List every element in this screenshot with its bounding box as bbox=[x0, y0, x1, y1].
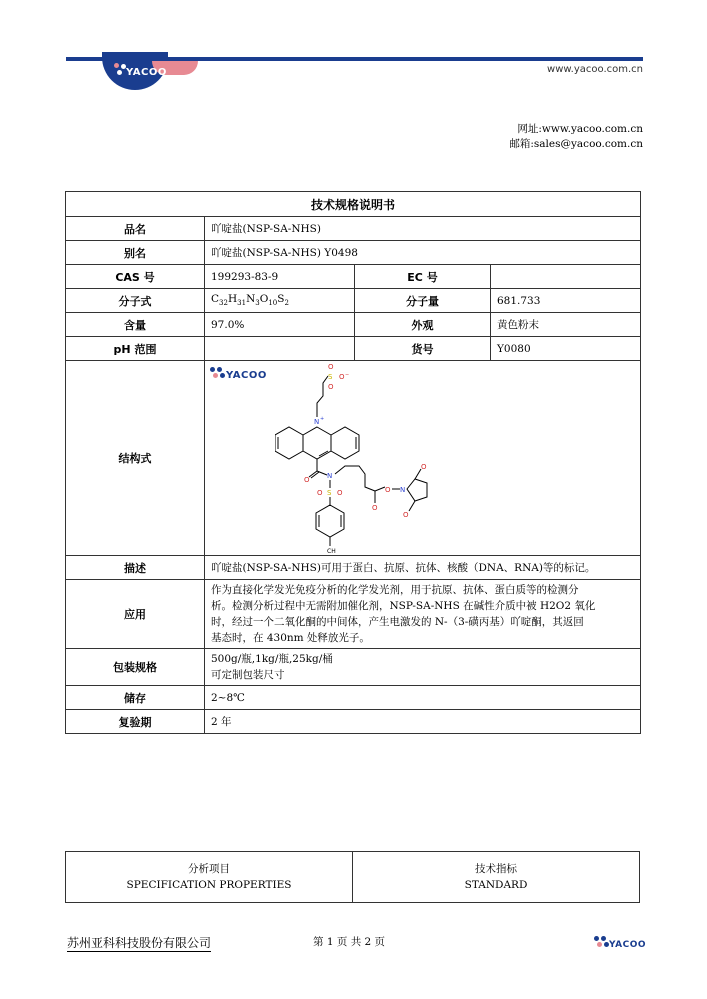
table-row bbox=[66, 686, 641, 710]
footer-company: 苏州亚科科技股份有限公司 bbox=[67, 936, 212, 950]
svg-text:O: O bbox=[421, 463, 427, 471]
app-label: 应用 bbox=[66, 580, 205, 649]
formula-value: $C_{32}H_{31}N_3O_{10}S_2$ bbox=[205, 289, 355, 313]
table-row bbox=[66, 313, 641, 337]
storage-label: 储存 bbox=[66, 686, 205, 710]
logo-dot-icon bbox=[597, 942, 602, 947]
molecule-structure-image bbox=[275, 361, 475, 555]
spec-title: 技术规格说明书 bbox=[66, 192, 641, 217]
alias-value: 吖啶盐(NSP-SA-NHS) Y0498 bbox=[205, 241, 641, 265]
svg-text:+: + bbox=[320, 416, 325, 422]
spec-properties-header bbox=[66, 852, 353, 903]
svg-text:N: N bbox=[400, 486, 406, 494]
table-row bbox=[66, 192, 641, 217]
cas-value: 199293-83-9 bbox=[205, 265, 355, 289]
desc-value: 吖啶盐(NSP-SA-NHS)可用于蛋白、抗原、抗体、核酸（DNA、RNA)等的标记。 bbox=[205, 556, 641, 580]
mw-label: 分子量 bbox=[355, 289, 491, 313]
ec-value bbox=[491, 265, 641, 289]
spec-table bbox=[65, 191, 641, 734]
svg-text:O: O bbox=[372, 504, 378, 512]
formula-label: 分子式 bbox=[66, 289, 205, 313]
svg-text:S: S bbox=[328, 373, 333, 381]
app-line: 基态时，在 430nm 处释放光子。 bbox=[211, 632, 370, 644]
mw-value: 681.733 bbox=[491, 289, 641, 313]
name-value: 吖啶盐(NSP-SA-NHS) bbox=[205, 217, 641, 241]
logo-dot-icon bbox=[594, 936, 599, 941]
svg-text:S: S bbox=[327, 489, 332, 497]
table-row bbox=[66, 265, 641, 289]
footer-logo bbox=[594, 934, 647, 954]
header-website[interactable]: www.yacoo.com.cn bbox=[547, 64, 643, 75]
logo-dot-icon bbox=[117, 70, 122, 75]
alias-label: 别名 bbox=[66, 241, 205, 265]
logo-wordmark: YACOO bbox=[226, 370, 267, 381]
svg-text:−: − bbox=[345, 372, 350, 378]
svg-text:O: O bbox=[304, 476, 310, 484]
app-line: 析。检测分析过程中无需附加催化剂，NSP-SA-NHS 在碱性介质中被 H2O2 氧化 bbox=[211, 600, 596, 612]
structure-label: 结构式 bbox=[66, 361, 205, 556]
ph-value bbox=[205, 337, 355, 361]
storage-value: 2~8℃ bbox=[205, 686, 641, 710]
retest-label: 复验期 bbox=[66, 710, 205, 734]
header-en: STANDARD bbox=[464, 879, 528, 891]
svg-text:O: O bbox=[403, 511, 409, 519]
table-row bbox=[66, 710, 641, 734]
logo-dot-icon bbox=[217, 367, 222, 372]
desc-label: 描述 bbox=[66, 556, 205, 580]
svg-text:N: N bbox=[327, 472, 333, 480]
pack-line: 500g/瓶,1kg/瓶,25kg/桶 bbox=[211, 653, 333, 665]
svg-text:O: O bbox=[317, 489, 323, 497]
ph-label: pH 范围 bbox=[66, 337, 205, 361]
footer-page-number: 第 1 页 共 2 页 bbox=[313, 936, 386, 948]
table-row bbox=[66, 852, 640, 903]
catalog-label: 货号 bbox=[355, 337, 491, 361]
table-row bbox=[66, 217, 641, 241]
svg-text:O: O bbox=[385, 486, 391, 494]
table-row bbox=[66, 556, 641, 580]
header-cn: 分析项目 bbox=[188, 863, 230, 875]
cas-label: CAS 号 bbox=[66, 265, 205, 289]
retest-value: 2 年 bbox=[205, 710, 641, 734]
appearance-label: 外观 bbox=[355, 313, 491, 337]
header-en: SPECIFICATION PROPERTIES bbox=[126, 879, 292, 891]
table-row bbox=[66, 580, 641, 649]
svg-text:N: N bbox=[314, 418, 320, 426]
svg-text:O: O bbox=[339, 373, 345, 381]
logo-dot-icon bbox=[220, 373, 225, 378]
svg-text:CH: CH bbox=[327, 548, 336, 555]
table-row bbox=[66, 241, 641, 265]
logo-dot-icon bbox=[210, 367, 215, 372]
contact-email[interactable]: 邮箱:sales@yacoo.com.cn bbox=[509, 138, 643, 150]
content-label: 含量 bbox=[66, 313, 205, 337]
contact-website[interactable]: 网址:www.yacoo.com.cn bbox=[517, 123, 643, 135]
pack-value bbox=[205, 649, 641, 686]
structure-cell bbox=[205, 361, 641, 556]
table-row bbox=[66, 361, 641, 556]
svg-text:O: O bbox=[328, 363, 334, 371]
app-line: 时，经过一个二氧化酮的中间体，产生电激发的 N-（3-磺丙基）吖啶酮，其返回 bbox=[211, 616, 584, 628]
catalog-value: Y0080 bbox=[491, 337, 641, 361]
ec-label: EC 号 bbox=[355, 265, 491, 289]
structure-watermark-logo bbox=[208, 365, 268, 385]
logo-wordmark: YACOO bbox=[126, 67, 167, 78]
pack-line: 可定制包装尺寸 bbox=[211, 669, 285, 681]
logo-dot-icon bbox=[601, 936, 606, 941]
logo-dot-icon bbox=[213, 373, 218, 378]
app-line: 作为直接化学发光免疫分析的化学发光剂，用于抗原、抗体、蛋白质等的检测分 bbox=[211, 584, 579, 596]
content-value: 97.0% bbox=[205, 313, 355, 337]
name-label: 品名 bbox=[66, 217, 205, 241]
table-row bbox=[66, 337, 641, 361]
header-logo bbox=[112, 62, 168, 82]
header-cn: 技术指标 bbox=[475, 863, 517, 875]
app-value bbox=[205, 580, 641, 649]
standard-header bbox=[353, 852, 640, 903]
appearance-value: 黄色粉末 bbox=[491, 313, 641, 337]
logo-dot-icon bbox=[114, 63, 119, 68]
pack-label: 包装规格 bbox=[66, 649, 205, 686]
analysis-table bbox=[65, 851, 640, 903]
table-row bbox=[66, 289, 641, 313]
table-row bbox=[66, 649, 641, 686]
svg-text:O: O bbox=[328, 383, 334, 391]
svg-text:O: O bbox=[337, 489, 343, 497]
logo-wordmark: YACOO bbox=[609, 940, 647, 950]
